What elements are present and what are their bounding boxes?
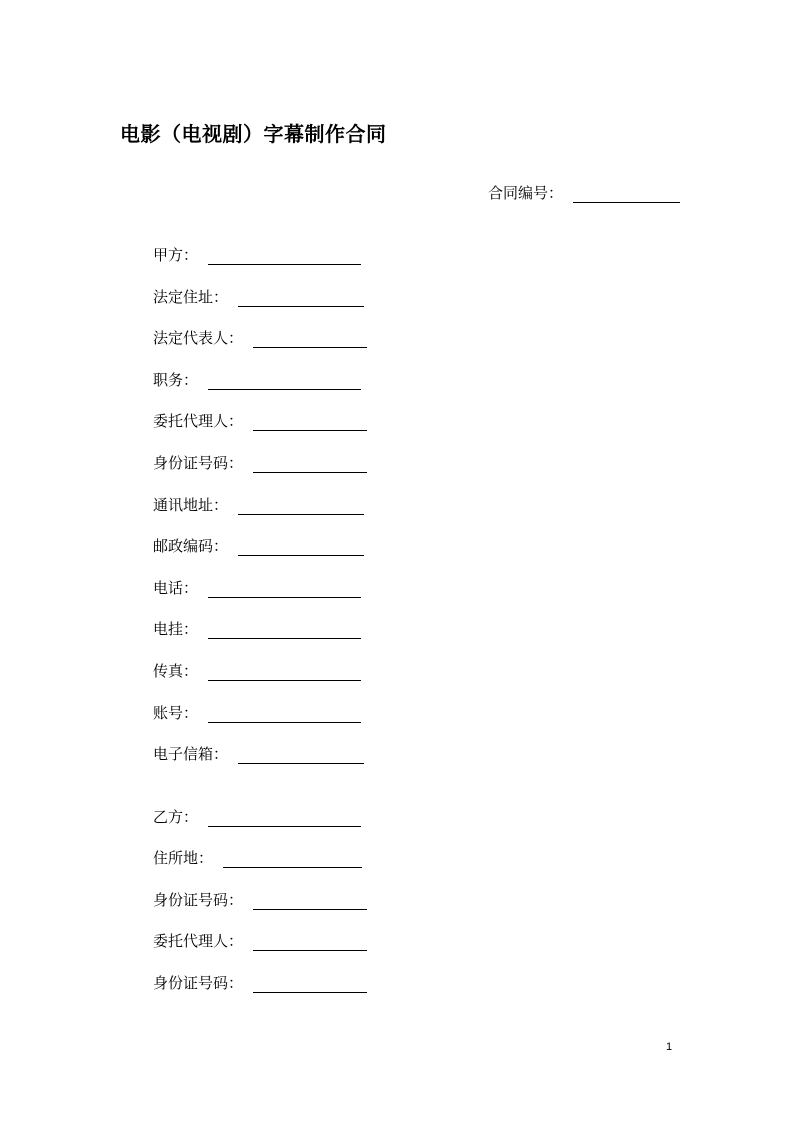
- party-b-residence-blank[interactable]: [223, 853, 362, 868]
- contract-number-label: 合同编号：: [488, 184, 564, 202]
- party-a-postcode-blank[interactable]: [238, 541, 364, 556]
- contract-number: [488, 183, 680, 203]
- party-a-phone-label: 电话：: [153, 579, 199, 597]
- party-a-address-label: 法定住址：: [153, 288, 229, 306]
- party-b-agent-label: 委托代理人：: [153, 932, 244, 950]
- party-a-position-label: 职务：: [153, 371, 199, 389]
- contract-number-blank[interactable]: [573, 188, 680, 203]
- party-a-position-blank[interactable]: [208, 375, 361, 390]
- party-a-name-blank[interactable]: [208, 250, 361, 265]
- party-a-email-blank[interactable]: [238, 749, 364, 764]
- party-a-mail-address-label: 通讯地址：: [153, 496, 229, 514]
- party-b-agent-field: [153, 931, 367, 951]
- page-number: 1: [666, 1041, 673, 1053]
- party-a-position-field: [153, 370, 361, 390]
- party-a-agent-label: 委托代理人：: [153, 412, 244, 430]
- party-a-fax-blank[interactable]: [208, 666, 361, 681]
- party-a-fax-label: 传真：: [153, 662, 199, 680]
- document-title: 电影（电视剧）字幕制作合同: [120, 122, 387, 146]
- party-b-agent-id-label: 身份证号码：: [153, 974, 244, 992]
- party-a-name-label: 甲方：: [153, 246, 199, 264]
- party-b-agent-id-field: [153, 973, 367, 993]
- party-b-id-blank[interactable]: [253, 895, 367, 910]
- party-a-postcode-label: 邮政编码：: [153, 537, 229, 555]
- party-a-phone-field: [153, 578, 361, 598]
- party-b-name-field: [153, 807, 361, 827]
- party-a-postcode-field: [153, 536, 364, 556]
- party-a-legal-rep-blank[interactable]: [253, 333, 367, 348]
- party-b-residence-label: 住所地：: [153, 849, 214, 867]
- party-a-account-blank[interactable]: [208, 708, 361, 723]
- party-b-agent-blank[interactable]: [253, 936, 367, 951]
- party-b-name-label: 乙方：: [153, 808, 199, 826]
- party-a-email-label: 电子信箱：: [153, 745, 229, 763]
- party-a-mail-address-blank[interactable]: [238, 500, 364, 515]
- party-a-id-label: 身份证号码：: [153, 454, 244, 472]
- party-a-id-field: [153, 453, 367, 473]
- party-a-id-blank[interactable]: [253, 458, 367, 473]
- party-a-address-field: [153, 287, 364, 307]
- party-a-email-field: [153, 744, 364, 764]
- party-b-id-label: 身份证号码：: [153, 891, 244, 909]
- party-a-telex-field: [153, 619, 361, 639]
- party-b-residence-field: [153, 848, 362, 868]
- party-a-name-field: [153, 245, 361, 265]
- party-a-agent-blank[interactable]: [253, 416, 367, 431]
- party-a-legal-rep-label: 法定代表人：: [153, 329, 244, 347]
- party-a-fax-field: [153, 661, 361, 681]
- party-b-id-field: [153, 890, 367, 910]
- party-a-telex-blank[interactable]: [208, 624, 361, 639]
- party-a-telex-label: 电挂：: [153, 620, 199, 638]
- party-a-address-blank[interactable]: [238, 292, 364, 307]
- party-a-account-field: [153, 703, 361, 723]
- party-b-agent-id-blank[interactable]: [253, 978, 367, 993]
- party-a-legal-rep-field: [153, 328, 367, 348]
- party-a-agent-field: [153, 411, 367, 431]
- party-a-mail-address-field: [153, 495, 364, 515]
- party-a-account-label: 账号：: [153, 704, 199, 722]
- party-b-name-blank[interactable]: [208, 812, 361, 827]
- party-a-phone-blank[interactable]: [208, 583, 361, 598]
